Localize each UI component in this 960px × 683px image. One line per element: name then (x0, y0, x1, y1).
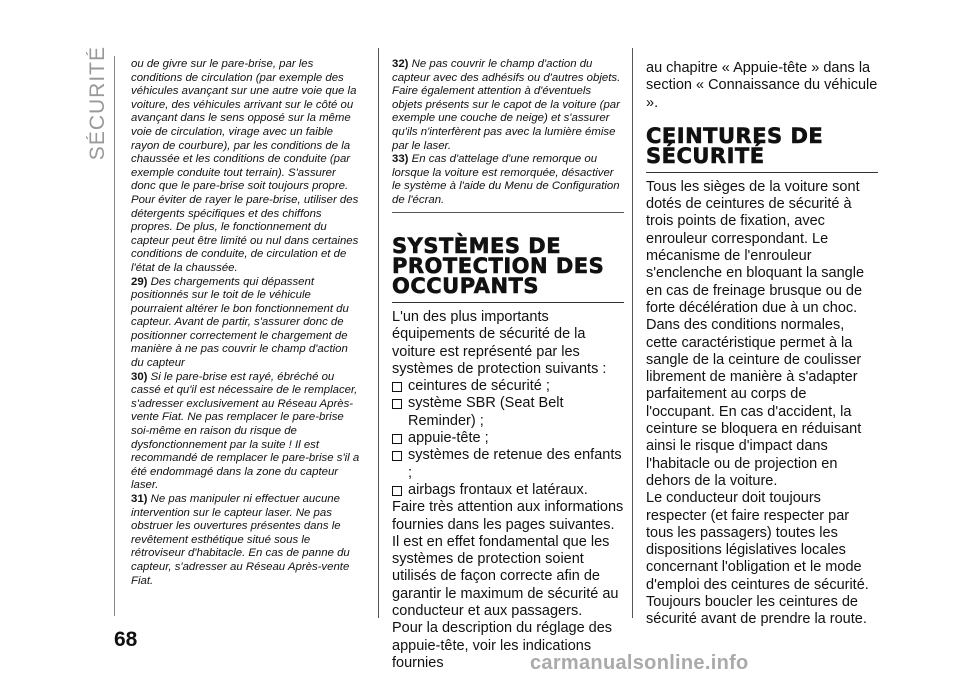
warning-note (392, 58, 624, 153)
section-side-title: SÉCURITÉ (86, 46, 109, 161)
warnings-column (131, 58, 363, 588)
list-item: systèmes de retenue des enfants ; (392, 447, 624, 482)
warning-note (392, 153, 624, 207)
column-divider (378, 48, 379, 618)
watermark: carmanualsonline.info (530, 652, 749, 674)
note-text: Des chargements qui dépassent positionnés sur le toit de le véhicule pourraient altérer le bon fonctionnement du capteur. Avant de partir, s'assurer donc de positionner correctement le chargement de manière à ne pas couvrir le champ d'action du capteur (131, 275, 349, 370)
note-number: 30) (131, 370, 148, 383)
warning-box-bottom-rule (392, 212, 624, 213)
body-paragraph: Tous les sièges de la voiture sont dotés de ceintures de sécurité à trois points de fixation, avec enrouleur correspondant. Le mécanisme de l'enrouleur s'enclenche en bloquant la sangle en cas de freinage brusque ou de forte décélération due à un choc. Dans des conditions normales, cette caractéristique permet à la sangle de la ceinture de coulisser librement de manière à s'adapter parfaitement au corps de l'occupant. En cas d'accident, la ceinture se bloquera en réduisant ainsi le risque d'impact dans l'habitacle ou de projection en dehors de la voiture. (646, 178, 865, 489)
body-paragraph: Il est en effet fondamental que les systèmes de protection soient utilisés de façon correcte afin de garantir le maximum de sécurité au conducteur et aux passagers. (392, 533, 619, 620)
warning-note (131, 371, 363, 493)
note-text: Ne pas manipuler ni effectuer aucune intervention sur le capteur laser. Ne pas obstruer les ouvertures présentes dans le revêtement esthétique situé sous le rétroviseur d'habitacle. En cas de panne du capteur, s'adresser au Réseau Après-vente Fiat. (131, 493, 350, 587)
side-divider (114, 56, 115, 616)
body-paragraph: Le conducteur doit toujours respecter (et faire respecter par tous les passagers) toutes les dispositions législatives locales concernant l'obligation et le mode d'emploi des ceintures de sécurité. (646, 490, 869, 593)
list-item: système SBR (Seat Belt Reminder) ; (392, 395, 624, 430)
note-number: 29) (131, 275, 148, 288)
body-paragraph: Pour la description du réglage des appuie-tête, voir les indications fournies (392, 620, 613, 671)
note-number: 32) (392, 58, 409, 70)
list-item: appuie-tête ; (392, 430, 624, 447)
note-number: 31) (131, 493, 148, 505)
checkbox-bullet-icon (392, 451, 402, 461)
checkbox-bullet-icon (392, 399, 402, 409)
checkbox-bullet-icon (392, 486, 402, 496)
intro-paragraph: L'un des plus importants équipements de sécurité de la voiture est représenté par les systèmes de protection suivants : (392, 309, 607, 377)
seat-belts-section (646, 60, 878, 629)
note-text: Si le pare-brise est rayé, ébréché ou cassé et qu'il est nécessaire de le remplacer, s'adresser exclusivement au Réseau Après-vente Fiat. Ne pas remplacer le pare-brise soi-même en raison du risque de dysfonctionnement par la suite ! Il est recommandé de remplacer le pare-brise s'il a été endommagé dans la zone du capteur laser. (131, 370, 360, 492)
checkbox-bullet-icon (392, 382, 402, 392)
section-heading: CEINTURES DE SÉCURITÉ (646, 126, 878, 173)
list-item: ceintures de sécurité ; (392, 378, 624, 395)
continuation-paragraph: au chapitre « Appuie-tête » dans la section « Connaissance du véhicule ». (646, 60, 878, 111)
note-text: Ne pas couvrir le champ d'action du capteur avec des adhésifs ou d'autres objets. Faire également attention à d'éventuels objets présents sur le capot de la voiture (par exemple une couche de neige) et s'assurer qu'ils n'interfèrent pas avec la lumière émise par le laser. (392, 58, 621, 152)
checkbox-bullet-icon (392, 434, 402, 444)
note-text: En cas d'attelage d'une remorque ou lorsque la voiture est remorquée, désactiver le système à l'aide du Menu de Configuration de l'écran. (392, 153, 620, 206)
column-divider (632, 48, 633, 618)
body-paragraph: Faire très attention aux informations fournies dans les pages suivantes. (392, 499, 624, 533)
warning-continued-text: ou de givre sur le pare-brise, par les conditions de circulation (par exemple des véhicules avançant sur une autre voie que la voiture, des véhicules arrivant sur le côté ou avançant dans le sens opposé sur la même voie de circulation, virage avec un faible rayon de courbure), par les conditions de la chaussée et les conditions de conduite (par exemple conduite tout terrain). S'assurer donc que le pare-brise soit toujours propre. Pour éviter de rayer le pare-brise, utiliser des détergents spécifiques et des chiffons propres. De plus, le fonctionnement du capteur peut être limité ou nul dans certaines conditions de conduite, de circulation et de l'état de la chaussée. (131, 58, 359, 274)
protection-systems-list (392, 378, 624, 499)
warning-note (131, 493, 363, 588)
warning-box (392, 58, 624, 208)
page-number: 68 (114, 628, 138, 651)
note-number: 33) (392, 153, 409, 166)
body-paragraph: Toujours boucler les ceintures de sécurité avant de prendre la route. (646, 594, 867, 628)
list-item: airbags frontaux et latéraux. (392, 482, 624, 499)
section-heading: SYSTÈMES DE PROTECTION DES OCCUPANTS (392, 236, 624, 303)
occupant-protection-section (392, 236, 624, 672)
warning-note (131, 276, 363, 371)
